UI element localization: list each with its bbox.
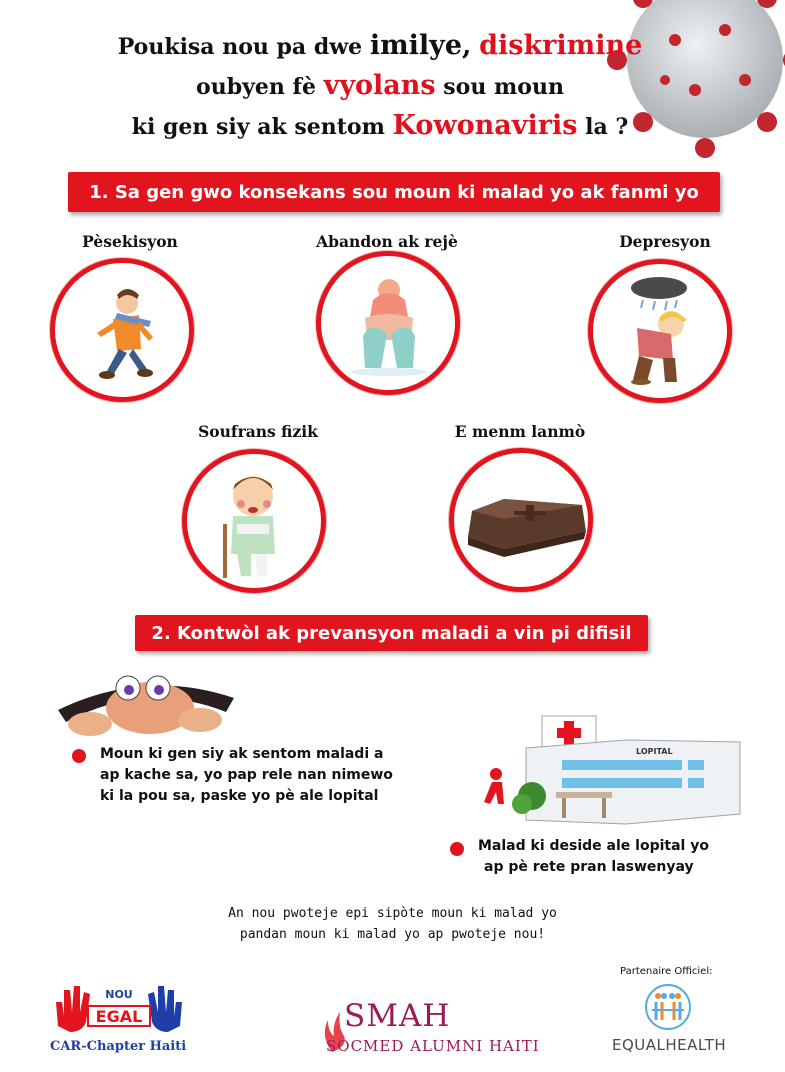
equalhealth-logo-icon	[640, 982, 696, 1032]
title-line-2	[40, 66, 720, 106]
title-text: sou moun	[435, 74, 564, 100]
section-1-banner	[68, 172, 720, 212]
bullet-2-line: ap pè rete pran laswenyay	[484, 859, 694, 875]
smah-logo-text: SMAH	[344, 998, 451, 1034]
section-2-heading: 2. Kontwòl ak prevansyon maladi a vin pi difisil	[151, 622, 632, 644]
bullet-dot	[450, 842, 464, 856]
label-depression: Depresyon	[619, 232, 711, 251]
car-chapter-caption: CAR-Chapter Haiti	[50, 1039, 187, 1054]
bullet-2-text	[478, 836, 709, 878]
closing-message	[150, 903, 635, 945]
title-text: ki gen siy ak sentom	[131, 114, 393, 140]
smah-subtitle: SOCMED ALUMNI HAITI	[326, 1037, 540, 1055]
title-line-1	[40, 26, 720, 66]
injured-boy-icon	[182, 449, 326, 593]
bullet-1-line: ki la pou sa, paske yo pè ale lopital	[100, 788, 379, 804]
equalhealth-logo-text: EQUALHEALTH	[612, 1036, 727, 1054]
section-1-heading: 1. Sa gen gwo konsekans sou moun ki malad yo ak fanmi yo	[89, 181, 699, 203]
partner-label: Partenaire Officiel:	[620, 966, 713, 977]
closing-line: An nou pwoteje epi sipòte moun ki malad yo	[228, 906, 557, 921]
label-persecution: Pèsekisyon	[82, 232, 178, 251]
title-emphasis-imilye: imilye,	[369, 30, 472, 61]
egal-text: EGAL	[95, 1007, 143, 1026]
bullet-dot	[72, 749, 86, 763]
title-text: oubyen fè	[196, 74, 324, 100]
label-death: E menm lanmò	[454, 422, 586, 441]
bullet-1-text	[100, 744, 393, 807]
running-man-icon	[50, 258, 194, 402]
nou-egal-logo	[52, 982, 186, 1034]
bullet-1-line: ap kache sa, yo pap rele nan nimewo	[100, 767, 393, 783]
sad-woman-icon	[316, 251, 460, 395]
title-line-3	[40, 106, 720, 146]
title-text: la ?	[577, 114, 629, 140]
closing-line: pandan moun ki malad yo ap pwoteje nou!	[239, 927, 546, 942]
title-emphasis-vyolans: vyolans	[323, 70, 436, 101]
label-physical-suffering: Soufrans fizik	[198, 422, 318, 441]
title-text: Poukisa nou pa dwe	[117, 34, 370, 60]
page-title	[40, 26, 720, 146]
section-2-banner	[135, 615, 648, 651]
bullet-2-line: Malad ki deside ale lopital yo	[478, 838, 709, 854]
bullet-1-line: Moun ki gen siy ak sentom maladi a	[100, 746, 384, 762]
nou-text: NOU	[105, 988, 133, 1001]
hospital-sign-text: LOPITAL	[636, 747, 673, 756]
hospital-icon	[476, 712, 744, 830]
hiding-person-icon	[50, 668, 240, 738]
title-emphasis-kowonaviris: Kowonaviris	[392, 110, 578, 141]
title-emphasis-diskrimine: diskrimine	[479, 30, 643, 61]
depressed-man-icon	[588, 259, 732, 403]
coffin-icon	[449, 448, 593, 592]
label-abandonment: Abandon ak rejè	[316, 232, 458, 251]
